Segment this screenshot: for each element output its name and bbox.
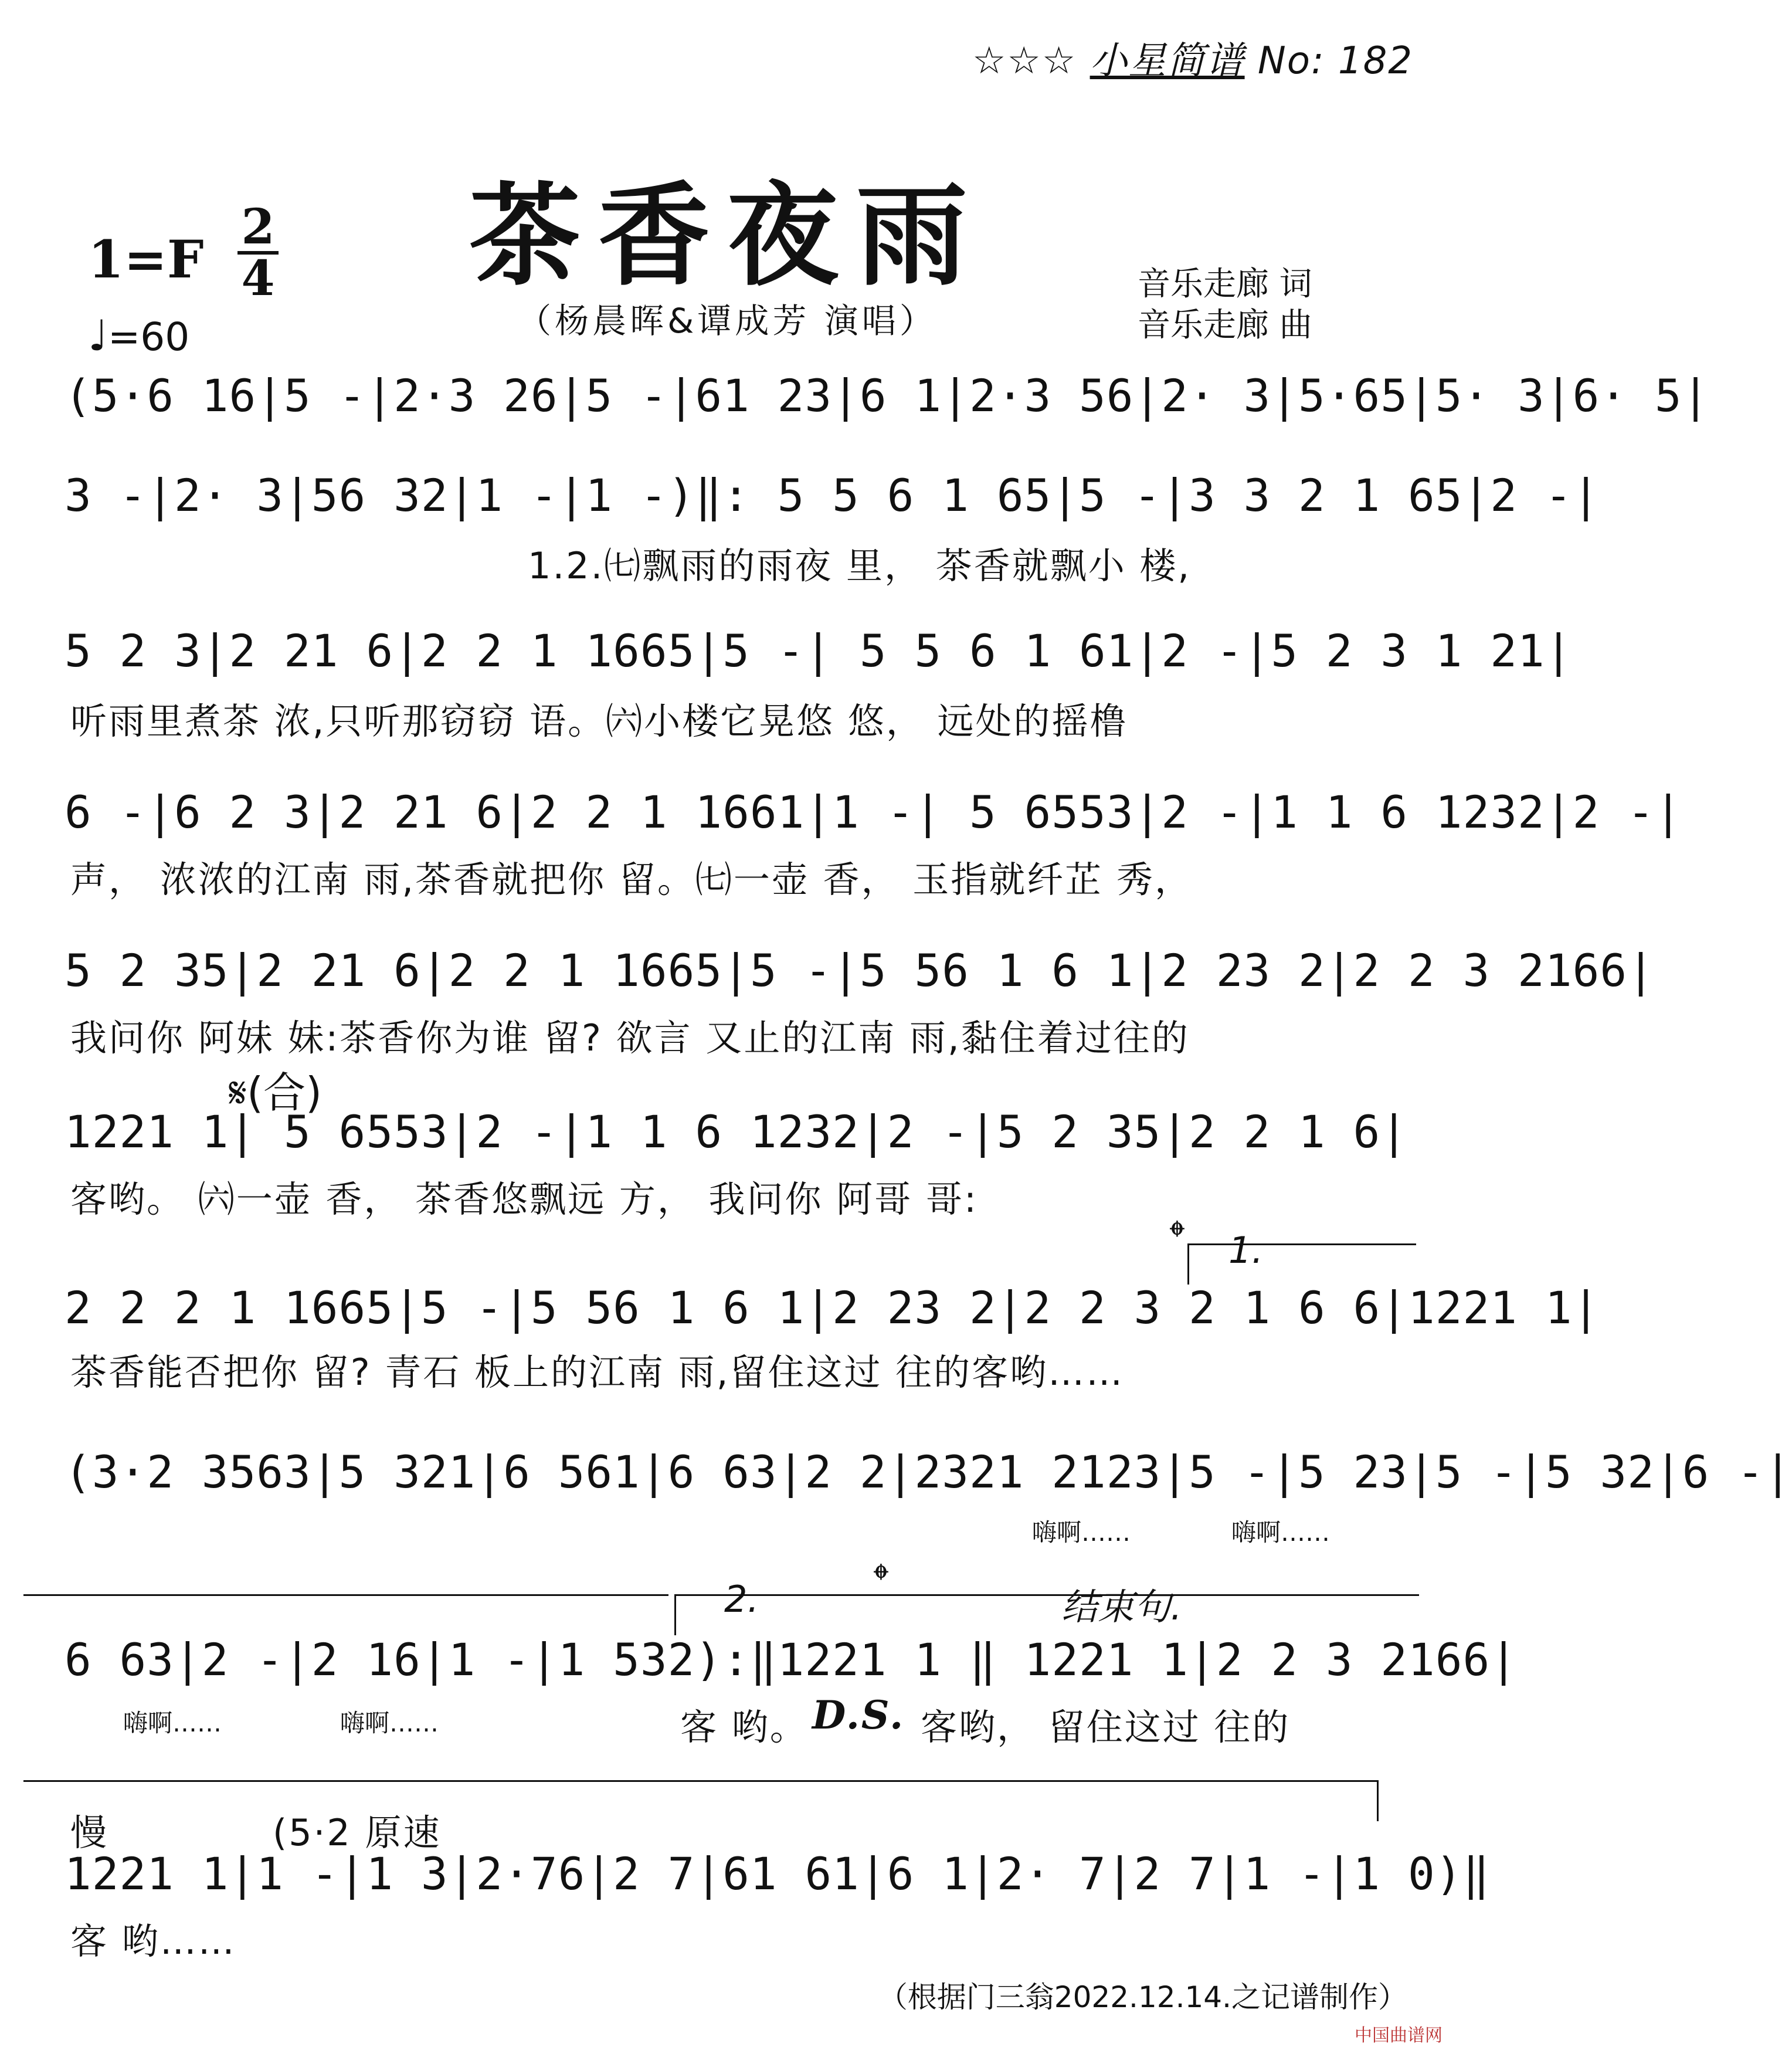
lyric-line-4: 声， 浓浓的江南 雨,茶香就把你 留。㈦一壶 香， 玉指就纤芷 秀， <box>70 858 1193 901</box>
lyric-line-3: 听雨里煮茶 浓,只听那窃窃 语。㈥小楼它晃悠 悠， 远处的摇橹 <box>70 700 1128 743</box>
humming-lyric-8b: 嗨啊…… <box>1231 1518 1331 1547</box>
humming-lyric-9b: 嗨啊…… <box>340 1709 439 1737</box>
transcription-note: （根据门三翁2022.12.14.之记谱制作） <box>878 1980 1407 2014</box>
volta-1-label: 1. <box>1228 1229 1264 1272</box>
lyric-line-2: 1.2.㈦飘雨的雨夜 里， 茶香就飘小 楼, <box>528 544 1192 587</box>
segno-icon: 𝄋(合) <box>229 1068 323 1117</box>
lyric-line-6: 客哟。 ㈥一壶 香， 茶香悠飘远 方， 我问你 阿哥 哥: <box>70 1178 978 1221</box>
lyric-line-9-b: 客哟， 留住这过 往的 <box>921 1706 1291 1748</box>
score-line-1: (5·6 16|5 -|2·3 26|5 -|61 23|6 1|2·3 56|2· 3|5·65|5· 3|6· 5| <box>65 370 1710 422</box>
watermark-logo: 中国曲谱网 <box>1355 2025 1443 2046</box>
composer-credit: 音乐走廊 曲 <box>1138 306 1312 344</box>
volta-2-bracket-start <box>674 1594 676 1635</box>
site-name-link[interactable]: 小星简谱 <box>1090 39 1245 83</box>
time-signature-bottom: 4 <box>241 250 275 307</box>
score-line-5: 5 2 35|2 21 6|2 2 1 1665|5 -|5 56 1 6 1|2 23 2|2 2 3 2166| <box>65 944 1655 997</box>
score-line-3: 5 2 3|2 21 6|2 2 1 1665|5 -| 5 5 6 1 61|2 -|5 2 3 1 21| <box>65 625 1573 677</box>
quarter-note-icon: ♩ <box>88 311 108 360</box>
dal-segno-mark: D.S. <box>812 1692 905 1738</box>
volta-2-label: 2. <box>724 1578 759 1621</box>
lyricist-credit: 音乐走廊 词 <box>1138 265 1312 303</box>
lyric-line-9-a: 客 哟。 <box>680 1706 808 1748</box>
tempo-value: =60 <box>107 314 190 360</box>
humming-lyric-9a: 嗨啊…… <box>123 1709 222 1737</box>
tempo-return-marking: (5·2 原速 <box>273 1811 442 1854</box>
time-signature <box>237 199 279 307</box>
key-signature: 1=F <box>88 229 204 290</box>
score-line-7: 2 2 2 1 1665|5 -|5 56 1 6 1|2 23 2|2 2 3 2 1 6 6|1221 1| <box>65 1282 1600 1334</box>
ending-divider-end <box>1377 1780 1379 1821</box>
volta-2-bracket-line <box>674 1594 1419 1596</box>
coda-icon-2: 𝄌 <box>874 1554 888 1604</box>
volta-1-bracket-start <box>1187 1243 1189 1285</box>
time-signature-top: 2 <box>241 199 275 255</box>
score-line-2: 3 -|2· 3|56 32|1 -|1 -)‖: 5 5 6 1 65|5 -|3 3 2 1 65|2 -| <box>65 469 1600 521</box>
tempo-marking <box>88 311 189 360</box>
lyric-line-7: 茶香能否把你 留? 青石 板上的江南 雨,留住这过 往的客哟…… <box>70 1351 1125 1394</box>
score-line-9: 6 63|2 -|2 16|1 -|1 532):‖1221 1 ‖ 1221 1|2 2 3 2166| <box>65 1634 1518 1686</box>
performers: （杨晨晖&谭成芳 演唱） <box>517 301 937 341</box>
rating-stars: ☆☆☆ <box>972 39 1077 83</box>
score-line-10: 1221 1|1 -|1 3|2·76|2 7|61 61|6 1|2· 7|2 7|1 -|1 0)‖ <box>65 1848 1491 1900</box>
coda-icon-1: 𝄌 <box>1170 1211 1185 1260</box>
volta-1-bracket-line <box>1187 1243 1416 1245</box>
humming-lyric-8a: 嗨啊…… <box>1032 1518 1131 1547</box>
lyric-line-10: 客 哟…… <box>70 1920 236 1963</box>
score-line-8: (3·2 3563|5 321|6 561|6 63|2 2|2321 2123|5 -|5 23|5 -|5 32|6 -| <box>65 1446 1792 1498</box>
score-number: No: 182 <box>1257 39 1413 83</box>
interlude-divider-line <box>23 1594 668 1596</box>
slow-marking: 慢 <box>70 1811 109 1854</box>
score-line-4: 6 -|6 2 3|2 21 6|2 2 1 1661|1 -| 5 6553|2 -|1 1 6 1232|2 -| <box>65 786 1682 838</box>
site-header <box>972 31 1413 84</box>
ending-divider-line <box>23 1780 1378 1782</box>
lyric-line-5: 我问你 阿妹 妹:茶香你为谁 留? 欲言 又止的江南 雨,黏住着过往的 <box>70 1016 1190 1059</box>
song-title: 茶香夜雨 <box>469 170 985 301</box>
score-line-6: 1221 1| 5 6553|2 -|1 1 6 1232|2 -|5 2 35|2 2 1 6| <box>65 1106 1409 1158</box>
ending-label: 结束句. <box>1061 1585 1182 1628</box>
